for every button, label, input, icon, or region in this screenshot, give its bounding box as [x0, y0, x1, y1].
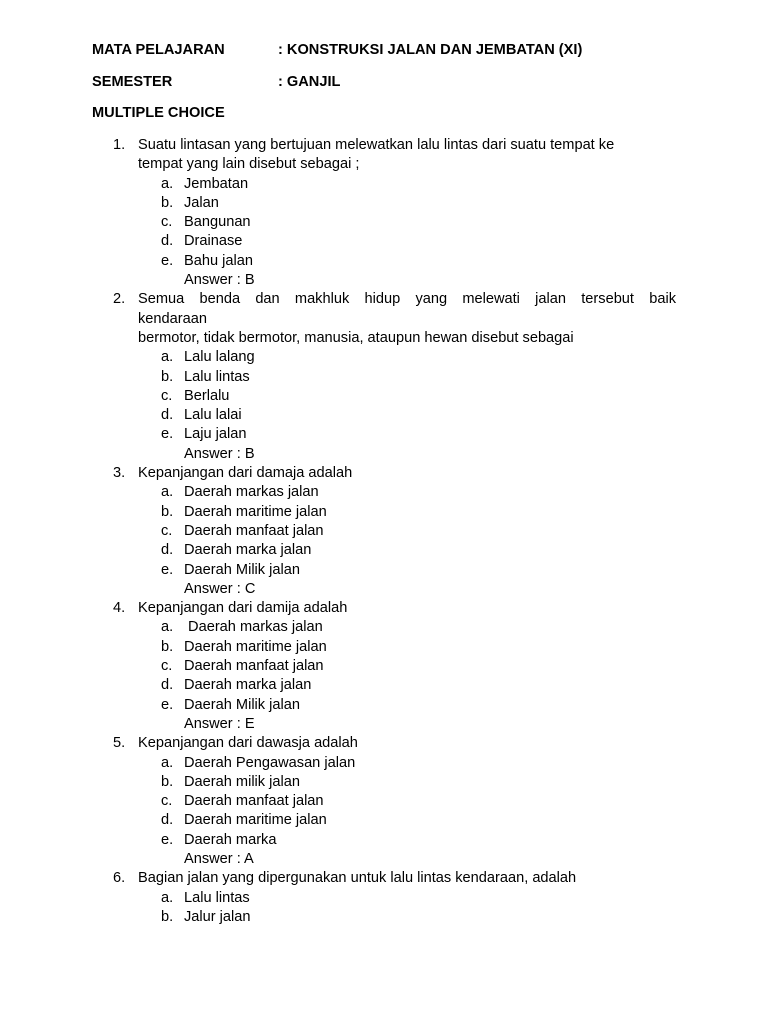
option-item [138, 175, 676, 194]
question-text-line: kendaraan [138, 310, 207, 327]
option-text: Bangunan [184, 214, 251, 231]
option-item [138, 638, 676, 657]
option-item [138, 348, 676, 367]
question-text-line: Kepanjangan dari dawasja adalah [138, 735, 358, 752]
option-item [138, 811, 676, 830]
option-text: Daerah markas jalan [184, 619, 323, 636]
option-item [138, 773, 676, 792]
option-text: Laju jalan [184, 426, 247, 443]
answer-text: Answer : B [184, 445, 255, 462]
option-item [138, 194, 676, 213]
option-letter: e. [161, 426, 174, 443]
question-text-line: Suatu lintasan yang bertujuan melewatkan lalu lintas dari suatu tempat ke [138, 137, 615, 153]
option-item [138, 889, 676, 908]
option-text: Daerah marka [184, 831, 277, 848]
option-item [138, 213, 676, 232]
option-letter: c. [161, 214, 173, 231]
option-text: Lalu lintas [184, 889, 250, 906]
option-text: Bahu jalan [184, 252, 253, 269]
option-letter: e. [161, 831, 174, 848]
option-letter: d. [161, 407, 174, 424]
option-item [138, 754, 676, 773]
question-text [138, 869, 676, 888]
option-item [138, 831, 676, 850]
question-item [92, 599, 676, 734]
option-item [138, 618, 676, 637]
question-list [92, 136, 676, 927]
option-letter: c. [161, 658, 173, 675]
semester-value: : GANJIL [278, 74, 341, 90]
option-item [138, 483, 676, 502]
option-item [138, 676, 676, 695]
option-list [138, 618, 676, 714]
question-text-line: Kepanjangan dari damaja adalah [138, 465, 353, 482]
option-letter: b. [161, 908, 174, 925]
option-list [138, 175, 676, 271]
question-text [138, 464, 676, 483]
question-item [92, 869, 676, 927]
option-text: Berlalu [184, 387, 230, 404]
question-number: 2. [113, 291, 126, 308]
option-item [138, 522, 676, 541]
option-letter: b. [161, 194, 174, 211]
option-letter: e. [161, 696, 174, 713]
option-text: Daerah milik jalan [184, 773, 300, 790]
question-number: 3. [113, 465, 126, 482]
option-text: Daerah maritime jalan [184, 812, 327, 829]
option-list [138, 754, 676, 850]
question-number: 4. [113, 600, 126, 617]
option-item [138, 792, 676, 811]
option-letter: a. [161, 349, 174, 366]
option-text: Daerah manfaat jalan [184, 793, 324, 810]
option-list [138, 889, 676, 928]
option-text: Daerah Pengawasan jalan [184, 754, 356, 771]
question-text [138, 290, 676, 348]
option-item [138, 425, 676, 444]
option-letter: d. [161, 542, 174, 559]
semester-label: SEMESTER [92, 74, 173, 90]
subject-label: MATA PELAJARAN [92, 42, 225, 58]
option-list [138, 348, 676, 444]
question-text-line: Semua benda dan makhluk hidup yang melewati jalan tersebut baik [138, 291, 676, 308]
question-text-line: bermotor, tidak bermotor, manusia, ataupun hewan disebut sebagai [138, 329, 574, 346]
question-item [92, 464, 676, 599]
option-letter: b. [161, 638, 174, 655]
answer-text: Answer : C [184, 580, 256, 597]
option-letter: a. [161, 484, 174, 501]
question-text [138, 599, 676, 618]
question-item [92, 290, 676, 464]
option-letter: c. [161, 522, 173, 539]
section-title: MULTIPLE CHOICE [92, 105, 225, 121]
option-item [138, 561, 676, 580]
option-text: Jembatan [184, 175, 249, 192]
option-letter: d. [161, 812, 174, 829]
option-text: Jalur jalan [184, 908, 251, 925]
option-item [138, 232, 676, 251]
answer-text: Answer : A [184, 850, 254, 867]
option-text: Daerah marka jalan [184, 677, 312, 694]
option-item [138, 252, 676, 271]
answer-text: Answer : B [184, 272, 255, 289]
subject-value: : KONSTRUKSI JALAN DAN JEMBATAN (XI) [278, 42, 583, 58]
question-number: 1. [113, 137, 126, 153]
option-letter: a. [161, 754, 174, 771]
option-letter: d. [161, 677, 174, 694]
question-text-line: Kepanjangan dari damija adalah [138, 600, 348, 617]
option-text: Daerah marka jalan [184, 542, 312, 559]
option-item [138, 657, 676, 676]
option-text: Daerah Milik jalan [184, 696, 300, 713]
option-item [138, 406, 676, 425]
option-text: Lalu lalai [184, 407, 242, 424]
option-letter: e. [161, 561, 174, 578]
option-text: Lalu lintas [184, 368, 250, 385]
question-text-line: tempat yang lain disebut sebagai ; [138, 156, 360, 173]
option-letter: c. [161, 387, 173, 404]
option-letter: d. [161, 233, 174, 250]
question-item [92, 734, 676, 869]
option-text: Daerah Milik jalan [184, 561, 300, 578]
option-text: Daerah manfaat jalan [184, 658, 324, 675]
option-letter: c. [161, 793, 173, 810]
option-item [138, 503, 676, 522]
question-number: 5. [113, 735, 126, 752]
option-text: Lalu lalang [184, 349, 255, 366]
option-letter: b. [161, 368, 174, 385]
option-letter: a. [161, 889, 174, 906]
option-text: Drainase [184, 233, 243, 250]
option-letter: e. [161, 252, 174, 269]
option-letter: a. [161, 619, 174, 636]
option-item [138, 696, 676, 715]
option-item [138, 368, 676, 387]
option-letter: b. [161, 773, 174, 790]
question-text [138, 734, 676, 753]
question-item [92, 136, 676, 290]
option-item [138, 387, 676, 406]
option-item [138, 541, 676, 560]
option-list [138, 483, 676, 579]
question-number: 6. [113, 870, 126, 887]
answer-text: Answer : E [184, 715, 255, 732]
option-item [138, 908, 676, 927]
question-text-line: Bagian jalan yang dipergunakan untuk lalu lintas kendaraan, adalah [138, 870, 577, 887]
option-text: Jalan [184, 194, 219, 211]
option-text: Daerah maritime jalan [184, 503, 327, 520]
question-text [138, 136, 676, 175]
option-letter: a. [161, 175, 174, 192]
option-letter: b. [161, 503, 174, 520]
option-text: Daerah manfaat jalan [184, 522, 324, 539]
option-text: Daerah maritime jalan [184, 638, 327, 655]
option-text: Daerah markas jalan [184, 484, 319, 501]
